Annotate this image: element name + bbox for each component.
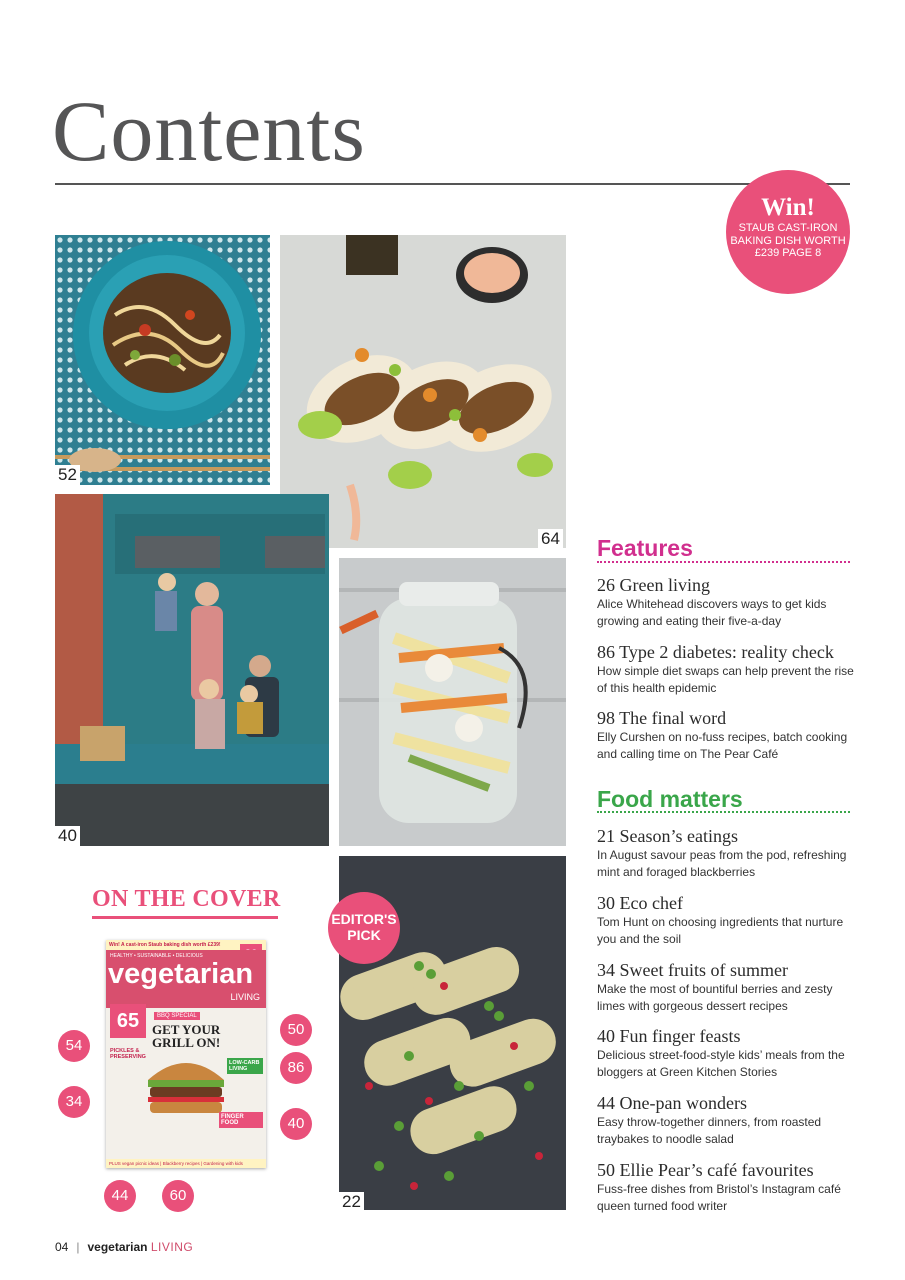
page-number-22: 22: [339, 1192, 364, 1210]
page-title: Contents: [52, 83, 366, 179]
footer-page-number: 04: [55, 1240, 69, 1254]
entry-description: Delicious street-food-style kids’ meals from the bloggers at Green Kitchen Stories: [597, 1048, 845, 1079]
food-item-ellie-pear[interactable]: [597, 1160, 857, 1215]
cover-thumbnail[interactable]: [106, 940, 266, 1168]
features-item-green-living[interactable]: [597, 575, 857, 630]
features-item-final-word[interactable]: [597, 708, 857, 763]
on-the-cover-underline: [92, 916, 278, 919]
cover-pin-86[interactable]: 86: [280, 1052, 312, 1084]
on-the-cover-label: ON THE COVER: [92, 886, 281, 912]
entry-description: In August savour peas from the pod, refreshing mint and foraged blackberries: [597, 848, 847, 879]
entry-description: Easy throw-together dinners, from roasted traybakes to noodle salad: [597, 1115, 822, 1146]
cover-lowcarb: LOW-CARB LIVING: [227, 1058, 263, 1074]
features-heading: Features: [597, 535, 693, 561]
page-number-64: 64: [538, 529, 563, 548]
entry-title: 26 Green living: [597, 575, 710, 595]
cover-count: 65: [110, 1004, 146, 1038]
editors-pick-badge: [328, 892, 400, 964]
cover-pin-54[interactable]: 54: [58, 1030, 90, 1062]
title-rule: [55, 183, 850, 185]
cover-pin-44[interactable]: 44: [104, 1180, 136, 1212]
cover-name: vegetarian: [108, 958, 254, 990]
family-illustration: [55, 494, 329, 846]
entry-description: Tom Hunt on choosing ingredients that nurture you and the soil: [597, 915, 844, 946]
entry-description: Fuss-free dishes from Bristol’s Instagram café queen turned food writer: [597, 1182, 841, 1213]
photo-noodles[interactable]: [55, 235, 270, 485]
win-text: STAUB CAST-IRON BAKING DISH WORTH £239 PAGE 8: [730, 222, 846, 259]
food-item-eco-chef[interactable]: [597, 893, 857, 948]
photo-family[interactable]: [55, 494, 329, 846]
cover-pin-60[interactable]: 60: [162, 1180, 194, 1212]
entry-description: Elly Curshen on no-fuss recipes, batch cooking and calling time on The Pear Café: [597, 730, 848, 761]
entry-description: How simple diet swaps can help prevent the rise of this health epidemic: [597, 664, 854, 695]
cover-pin-40[interactable]: 40: [280, 1108, 312, 1140]
entry-title: 86 Type 2 diabetes: reality check: [597, 642, 834, 662]
footer-brand: vegetarian: [87, 1240, 148, 1254]
cover-headline-1: GET YOUR: [152, 1022, 221, 1037]
entry-description: Alice Whitehead discovers ways to get kids growing and eating their five-a-day: [597, 597, 827, 628]
cover-bbq: BBQ SPECIAL: [154, 1012, 200, 1020]
page-footer: [55, 1240, 193, 1254]
entry-title: 44 One-pan wonders: [597, 1093, 747, 1113]
cover-finger: FINGER FOOD: [219, 1112, 263, 1128]
entry-description: Make the most of bountiful berries and zesty limes with gorgeous dessert recipes: [597, 982, 833, 1013]
entry-title: 21 Season’s eatings: [597, 826, 738, 846]
cover-footer: PLUS vegan picnic ideas | Blackberry recipes | Gardening with kids: [106, 1159, 266, 1168]
entry-title: 98 The final word: [597, 708, 727, 728]
food-item-finger-feasts[interactable]: [597, 1026, 857, 1081]
food-item-sweet-fruits[interactable]: [597, 960, 857, 1015]
entry-title: 30 Eco chef: [597, 893, 683, 913]
features-item-diabetes[interactable]: [597, 642, 857, 697]
page-number-52: 52: [55, 465, 80, 485]
cover-pin-50[interactable]: 50: [280, 1014, 312, 1046]
cover-tagline: HEALTHY • SUSTAINABLE • DELICIOUS: [110, 953, 203, 959]
entry-title: 50 Ellie Pear’s café favourites: [597, 1160, 814, 1180]
cover-headline-2: GRILL ON!: [152, 1035, 221, 1050]
cover-masthead: [106, 950, 266, 1008]
cover-pin-34[interactable]: 34: [58, 1086, 90, 1118]
win-headline: Win!: [761, 194, 815, 221]
photo-pickles[interactable]: [339, 558, 566, 846]
entry-title: 34 Sweet fruits of summer: [597, 960, 788, 980]
cover-sub: LIVING: [230, 992, 260, 1002]
food-item-one-pan[interactable]: [597, 1093, 857, 1148]
editors-pick-line1: EDITOR'S: [331, 911, 397, 927]
footer-brand-sub: LIVING: [150, 1240, 194, 1254]
food-matters-divider: [597, 811, 850, 813]
food-matters-heading: Food matters: [597, 786, 743, 812]
cover-burger: [144, 1052, 228, 1116]
editors-pick-line2: PICK: [347, 927, 381, 943]
win-badge[interactable]: [726, 170, 850, 294]
cover-pickles: PICKLES & PRESERVING: [110, 1048, 146, 1060]
food-item-seasons-eatings[interactable]: [597, 826, 857, 881]
features-divider: [597, 561, 850, 563]
page-number-40: 40: [55, 826, 80, 846]
entry-title: 40 Fun finger feasts: [597, 1026, 741, 1046]
pickles-illustration: [339, 558, 566, 846]
noodles-illustration: [55, 235, 270, 485]
burger-icon: [144, 1052, 228, 1116]
footer-separator: |: [76, 1240, 80, 1254]
cover-top-strip: Win! A cast-iron Staub baking dish worth £239!: [106, 940, 266, 950]
